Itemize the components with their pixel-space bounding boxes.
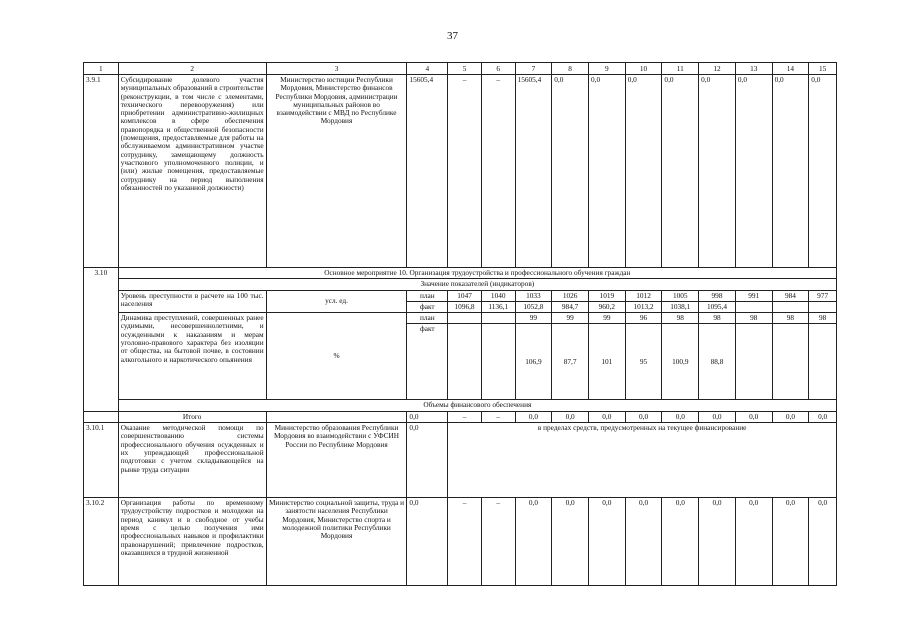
fact-value: 1136,1	[481, 301, 515, 312]
total-value: 0,0	[735, 411, 772, 422]
plan-value: 1040	[481, 290, 515, 301]
page-number: 37	[447, 30, 458, 42]
program-table	[83, 62, 837, 586]
plan-value: 1047	[448, 290, 482, 301]
table-row	[84, 411, 837, 422]
value-cell: 15605,4	[515, 75, 552, 268]
empty-cell	[266, 411, 407, 422]
fact-value	[772, 324, 809, 400]
header-cell: 9	[588, 63, 625, 75]
plan-label: план	[407, 313, 448, 324]
plan-value: 98	[735, 313, 772, 324]
value-cell: 0,0	[809, 498, 837, 586]
header-cell: 8	[552, 63, 589, 75]
indicator-unit: %	[266, 313, 407, 400]
total-value: –	[448, 411, 482, 422]
plan-value: 96	[625, 313, 662, 324]
plan-value: 998	[699, 290, 736, 301]
value-cell: 0,0	[772, 75, 809, 268]
row-number: 3.10.1	[84, 423, 119, 498]
value-cell: 0,0	[699, 498, 736, 586]
fact-value	[481, 324, 515, 400]
value-cell: 0,0	[515, 498, 552, 586]
header-cell: 15	[809, 63, 837, 75]
header-cell: 3	[266, 63, 407, 75]
value-cell: 0,0	[407, 498, 448, 586]
value-cell: 0,0	[552, 75, 589, 268]
measure-description: Субсидирование долевого участия муниципальных образований в строительстве (реконструкции, в том числе с элементами, технического перевооружения) или приобретении административно-жилищных комплексов в сфере обеспечения правопорядка и общественной безопасности (помещения, предоставляемые для работы на обслуживаемом административном участке сотруднику, замещающему должность участкового уполномоченного полиции, и (или) жилые помещения, предоставляемые сотруднику на период выполнения обязанностей по указанной должности)	[118, 75, 266, 268]
fact-value	[448, 324, 482, 400]
finance-title: Объемы финансового обеспечения	[118, 400, 836, 411]
plan-value: 984	[772, 290, 809, 301]
section-title: Основное мероприятие 10. Организация трудоустройства и профессионального обучения граждан	[118, 268, 836, 279]
header-cell: 6	[481, 63, 515, 75]
plan-value: 99	[552, 313, 589, 324]
plan-label: план	[407, 290, 448, 301]
plan-value	[481, 313, 515, 324]
plan-value: 98	[772, 313, 809, 324]
plan-value: 1012	[625, 290, 662, 301]
table-row	[84, 423, 837, 498]
row-number: 3.10.2	[84, 498, 119, 586]
fact-value: 1013,2	[625, 301, 662, 312]
fact-value: 95	[625, 324, 662, 400]
value-cell: –	[481, 75, 515, 268]
total-value: 0,0	[588, 411, 625, 422]
value-cell: 0,0	[625, 75, 662, 268]
value-cell: 0,0	[588, 75, 625, 268]
total-value: 0,0	[407, 411, 448, 422]
total-value: 0,0	[662, 411, 699, 422]
fact-value	[772, 301, 809, 312]
table-row	[84, 400, 837, 411]
header-cell: 12	[699, 63, 736, 75]
plan-value: 99	[515, 313, 552, 324]
fact-value: 1052,8	[515, 301, 552, 312]
fact-value: 101	[588, 324, 625, 400]
fact-label: факт	[407, 324, 448, 400]
row-number: 3.10	[84, 268, 119, 412]
table-row	[84, 75, 837, 268]
fact-value: 100,9	[662, 324, 699, 400]
measure-description: Оказание методической помощи по совершенствованию системы профессионального обучения осужденных и их упреждающей профессиональной подготовки с учетом складывающейся на рынке труда ситуации	[118, 423, 266, 498]
header-cell: 4	[407, 63, 448, 75]
value-cell: 0,0	[662, 498, 699, 586]
row-number: 3.9.1	[84, 75, 119, 268]
measure-description: Организация работы по временному трудоустройству подростков и молодежи на период каникул и в свободное от учебы время с целью получения ими профессиональных навыков и профилактики правонарушений; привлечение подростков, оказавшихся в трудной жизненной	[118, 498, 266, 586]
plan-value: 991	[735, 290, 772, 301]
total-value: –	[481, 411, 515, 422]
indicator-unit: усл. ед.	[266, 290, 407, 313]
total-value: 0,0	[552, 411, 589, 422]
value-cell: 0,0	[588, 498, 625, 586]
fact-value	[735, 324, 772, 400]
header-cell: 7	[515, 63, 552, 75]
total-value: 0,0	[772, 411, 809, 422]
plan-value: 98	[809, 313, 837, 324]
table-row	[84, 498, 837, 586]
plan-value: 1019	[588, 290, 625, 301]
total-value: 0,0	[625, 411, 662, 422]
total-value: 0,0	[699, 411, 736, 422]
measure-executor: Министерство образования Республики Мордовия во взаимодействии с УФСИН России по Республике Мордовия	[266, 423, 407, 498]
fact-value	[735, 301, 772, 312]
value-cell: 0,0	[407, 423, 448, 498]
plan-value: 99	[588, 313, 625, 324]
plan-value: 98	[699, 313, 736, 324]
empty-cell	[84, 411, 119, 422]
value-cell: 0,0	[809, 75, 837, 268]
measure-executor: Министерство юстиции Республики Мордовия, Министерство финансов Республики Мордовия, администрации муниципальных районов во взаимодействии с МВД по Республике Мордовия	[266, 75, 407, 268]
table-row	[84, 313, 837, 324]
plan-value: 1026	[552, 290, 589, 301]
total-label: Итого	[118, 411, 266, 422]
plan-value: 1033	[515, 290, 552, 301]
indicators-title: Значение показателей (индикаторов)	[118, 279, 836, 290]
value-cell: 15605,4	[407, 75, 448, 268]
value-cell: 0,0	[772, 498, 809, 586]
value-cell: 0,0	[552, 498, 589, 586]
fact-value: 106,9	[515, 324, 552, 400]
measure-executor: Министерство социальной защиты, труда и занятости населения Республики Мордовия, Министерство спорта и молодежной политики Республики Мордовия	[266, 498, 407, 586]
value-cell: 0,0	[699, 75, 736, 268]
plan-value	[448, 313, 482, 324]
table-row	[84, 279, 837, 290]
header-cell: 5	[448, 63, 482, 75]
fact-value: 87,7	[552, 324, 589, 400]
fact-value: 984,7	[552, 301, 589, 312]
value-cell: –	[448, 498, 482, 586]
fact-value: 88,8	[699, 324, 736, 400]
value-cell: 0,0	[735, 498, 772, 586]
header-row	[84, 63, 837, 75]
indicator-description: Уровень преступности в расчете на 100 тыс. населения	[118, 290, 266, 313]
value-cell: 0,0	[735, 75, 772, 268]
fact-label: факт	[407, 301, 448, 312]
table-row	[84, 268, 837, 279]
fact-value: 1095,4	[699, 301, 736, 312]
header-cell: 2	[118, 63, 266, 75]
total-value: 0,0	[515, 411, 552, 422]
value-cell: 0,0	[625, 498, 662, 586]
header-cell: 13	[735, 63, 772, 75]
header-cell: 14	[772, 63, 809, 75]
plan-value: 98	[662, 313, 699, 324]
header-cell: 1	[84, 63, 119, 75]
value-cell: –	[481, 498, 515, 586]
value-cell: –	[448, 75, 482, 268]
header-cell: 10	[625, 63, 662, 75]
header-cell: 11	[662, 63, 699, 75]
total-value: 0,0	[809, 411, 837, 422]
fact-value	[809, 301, 837, 312]
value-cell: 0,0	[662, 75, 699, 268]
fact-value: 1096,8	[448, 301, 482, 312]
fact-value	[809, 324, 837, 400]
fact-value: 1038,1	[662, 301, 699, 312]
fact-value: 960,2	[588, 301, 625, 312]
table-row	[84, 290, 837, 301]
financing-note: в пределах средств, предусмотренных на текущее финансирование	[448, 423, 837, 498]
plan-value: 977	[809, 290, 837, 301]
plan-value: 1005	[662, 290, 699, 301]
indicator-description: Динамика преступлений, совершенных ранее судимыми, несовершеннолетними, и осужденными к наказаниям и мерам уголовно-правового характера без изоляции от общества, на бытовой почве, в состоянии алкогольного и наркотического опьянения	[118, 313, 266, 400]
